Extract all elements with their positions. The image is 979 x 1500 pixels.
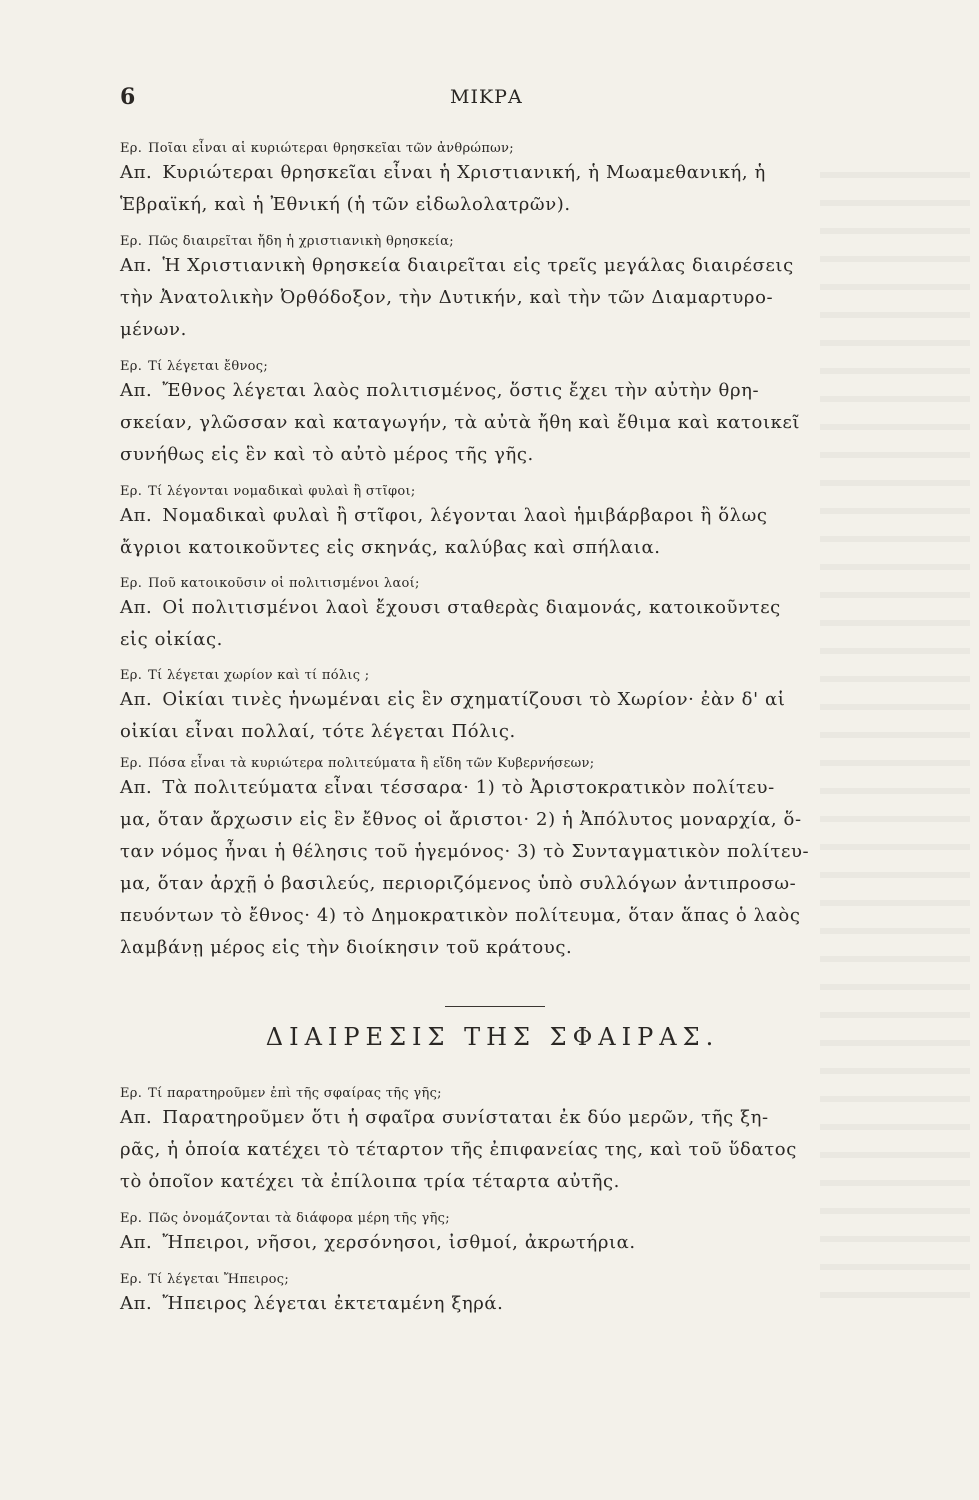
question: Ερ. Τί λέγεται Ἤπειρος;	[120, 1272, 290, 1287]
qa-entry	[120, 483, 865, 564]
answer: Απ. Τὰ πολιτεύματα εἶναι τέσσαρα· 1) τὸ Ἀριστοκρατικὸν πολίτευ- μα, ὅταν ἄρχωσιν εἰς ἓν ἔθνος οἱ ἄριστοι· 2) ἡ Ἀπόλυτος μοναρχία, ὅ- ταν νόμος ἦναι ἡ θέλησις τοῦ ἡγεμόνος· 3) τὸ Συνταγματικὸν πολίτευ- μα, ὅταν ἀρχῇ ὁ βασιλεύς, περιοριζόμενος ὑπὸ συλλόγων ἀντιπροσω- πευόντων τὸ ἔθνος· 4) τὸ Δημοκρατικὸν πολίτευμα, ὅταν ἅπας ὁ λαὸς λαμβάνῃ μέρος εἰς τὴν διοίκησιν τοῦ κράτους.	[120, 777, 810, 958]
section-divider	[445, 1006, 545, 1007]
qa-entry	[120, 755, 865, 964]
answer: Απ. Οἰκίαι τινὲς ἡνωμέναι εἰς ἓν σχηματίζουσι τὸ Χωρίον· ἐὰν δ' αἱ οἰκίαι εἶναι πολλαί, τότε λέγεται Πόλις.	[120, 689, 786, 742]
question: Ερ. Τί λέγεται ἔθνος;	[120, 359, 269, 374]
section-title: ΔΙΑΙΡΕΣΙΣ ΤΗΣ ΣΦΑΙΡΑΣ.	[265, 1023, 720, 1051]
qa-entry	[120, 233, 865, 346]
question: Ερ. Πόσα εἶναι τὰ κυριώτερα πολιτεύματα ἢ εἴδη τῶν Κυβερνήσεων;	[120, 756, 595, 771]
answer: Απ. Ἔθνος λέγεται λαὸς πολιτισμένος, ὅστις ἔχει τὴν αὐτὴν θρη- σκείαν, γλῶσσαν καὶ καταγωγήν, τὰ αὐτὰ ἤθη καὶ ἔθιμα καὶ κατοικεῖ συνήθως εἰς ἓν καὶ τὸ αὐτὸ μέρος τῆς γῆς.	[120, 380, 801, 465]
question: Ερ. Ποῖαι εἶναι αἱ κυριώτεραι θρησκεῖαι τῶν ἀνθρώπων;	[120, 141, 514, 156]
question: Ερ. Τί λέγεται χωρίον καὶ τί πόλις ;	[120, 668, 370, 683]
page-header	[120, 84, 860, 116]
answer: Απ. Παρατηροῦμεν ὅτι ἡ σφαῖρα συνίσταται ἐκ δύο μερῶν, τῆς ξη- ρᾶς, ἡ ὁποία κατέχει τὸ τέταρτον τῆς ἐπιφανείας της, καὶ τοῦ ὕδατος τὸ ὁποῖον κατέχει τὰ ἐπίλοιπα τρία τέταρτα αὐτῆς.	[120, 1107, 797, 1192]
page-number: 6	[120, 84, 136, 110]
qa-entry	[120, 140, 865, 221]
running-head: ΜΙΚΡΑ	[450, 86, 523, 108]
question: Ερ. Πῶς διαιρεῖται ἤδη ἡ χριστιανικὴ θρησκεία;	[120, 234, 454, 249]
answer: Απ. Νομαδικαὶ φυλαὶ ἢ στῖφοι, λέγονται λαοὶ ἡμιβάρβαροι ἢ ὅλως ἄγριοι κατοικοῦντες εἰς σκηνάς, καλύβας καὶ σπήλαια.	[120, 505, 768, 558]
answer: Απ. Κυριώτεραι θρησκεῖαι εἶναι ἡ Χριστιανική, ἡ Μωαμεθανική, ἡ Ἑβραϊκή, καὶ ἡ Ἐθνική (ἡ τῶν εἰδωλολατρῶν).	[120, 162, 766, 215]
qa-entry	[120, 667, 865, 748]
question: Ερ. Τί λέγονται νομαδικαὶ φυλαὶ ἢ στῖφοι;	[120, 484, 416, 499]
qa-entry	[120, 1210, 865, 1259]
question: Ερ. Τί παρατηροῦμεν ἐπὶ τῆς σφαίρας τῆς γῆς;	[120, 1086, 442, 1101]
qa-entry	[120, 575, 865, 656]
answer: Απ. Ἤπειρος λέγεται ἐκτεταμένη ξηρά.	[120, 1293, 504, 1314]
question: Ερ. Ποῦ κατοικοῦσιν οἱ πολιτισμένοι λαοί;	[120, 576, 420, 591]
qa-entry	[120, 1271, 865, 1320]
qa-entry	[120, 1085, 865, 1198]
qa-entry	[120, 358, 865, 471]
question: Ερ. Πῶς ὀνομάζονται τὰ διάφορα μέρη τῆς γῆς;	[120, 1211, 450, 1226]
answer: Απ. Οἱ πολιτισμένοι λαοὶ ἔχουσι σταθερὰς διαμονάς, κατοικοῦντες εἰς οἰκίας.	[120, 597, 781, 650]
answer: Απ. Ἡ Χριστιανικὴ θρησκεία διαιρεῖται εἰς τρεῖς μεγάλας διαιρέσεις τὴν Ἀνατολικὴν Ὀρθόδοξον, τὴν Δυτικήν, καὶ τὴν τῶν Διαμαρτυρο- μένων.	[120, 255, 794, 340]
answer: Απ. Ἤπειροι, νῆσοι, χερσόνησοι, ἰσθμοί, ἀκρωτήρια.	[120, 1232, 636, 1253]
